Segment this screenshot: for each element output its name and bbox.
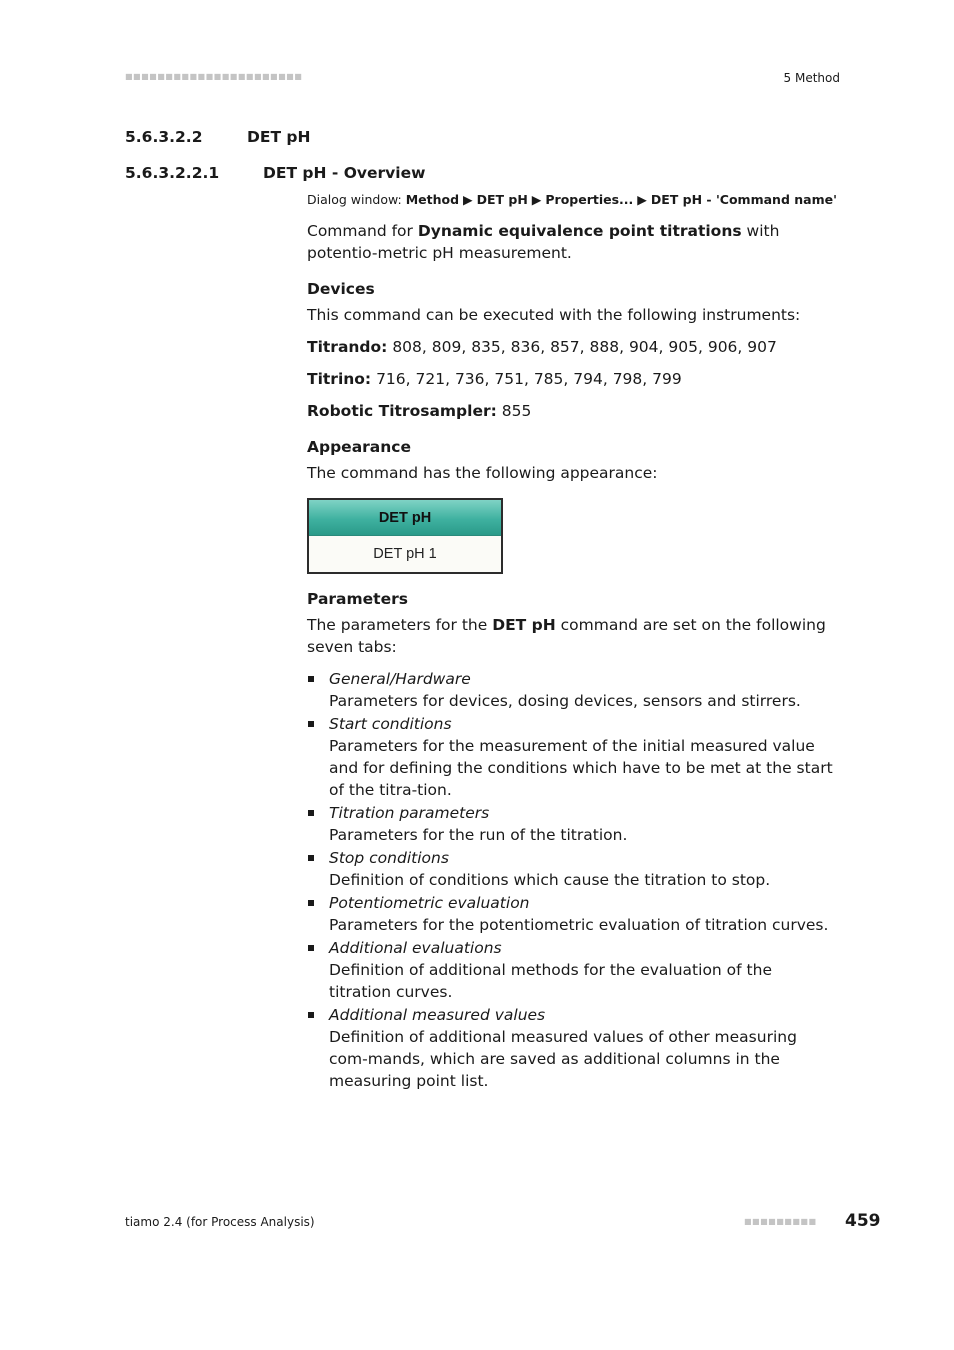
intro-paragraph: Command for Dynamic equivalence point titrations with potentio-metric pH measurement. — [307, 222, 780, 262]
footer-product: tiamo 2.4 (for Process Analysis) — [125, 1215, 315, 1229]
titrino-line: Titrino: 716, 721, 736, 751, 785, 794, 798, 799 — [307, 370, 682, 388]
list-item: Additional measured values Definition of additional measured values of other measuring com-mands, which are saved as additional columns in the measuring point list. — [307, 1004, 837, 1092]
command-box-title: DET pH — [309, 500, 501, 536]
subsection-number: 5.6.3.2.2.1 — [125, 164, 220, 182]
bullet-icon — [308, 810, 314, 816]
list-item: General/Hardware Parameters for devices, dosing devices, sensors and stirrers. — [307, 668, 837, 712]
header-decoration: ■■■■■■■■■■■■■■■■■■■■■■ — [125, 72, 303, 81]
titrando-line: Titrando: 808, 809, 835, 836, 857, 888, 904, 905, 906, 907 — [307, 338, 777, 356]
list-item: Titration parameters Parameters for the run of the titration. — [307, 802, 837, 846]
appearance-intro: The command has the following appearance: — [307, 464, 658, 482]
list-item: Potentiometric evaluation Parameters for the potentiometric evaluation of titration curves. — [307, 892, 837, 936]
devices-heading: Devices — [307, 280, 375, 298]
sampler-line: Robotic Titrosampler: 855 — [307, 402, 532, 420]
bullet-icon — [308, 721, 314, 727]
footer-decoration: ■■■■■■■■■ — [744, 1217, 817, 1226]
bullet-icon — [308, 855, 314, 861]
main-content — [307, 191, 837, 1093]
bullet-icon — [308, 945, 314, 951]
subsection-title: DET pH - Overview — [263, 164, 426, 182]
list-item: Additional evaluations Definition of additional methods for the evaluation of the titration curves. — [307, 937, 837, 1003]
bullet-icon — [308, 676, 314, 682]
list-item: Stop conditions Definition of conditions which cause the titration to stop. — [307, 847, 837, 891]
dialog-path: Dialog window: Method ▶ DET pH ▶ Properties... ▶ DET pH - 'Command name' — [307, 192, 837, 207]
command-box-name: DET pH 1 — [373, 546, 437, 562]
tabs-list — [307, 668, 837, 1092]
appearance-heading: Appearance — [307, 438, 411, 456]
parameters-intro: The parameters for the DET pH command are set on the following seven tabs: — [307, 616, 826, 656]
devices-intro: This command can be executed with the following instruments: — [307, 306, 801, 324]
section-number: 5.6.3.2.2 — [125, 128, 203, 146]
chapter-title: 5 Method — [783, 71, 840, 85]
page-number: 459 — [845, 1211, 881, 1231]
bullet-icon — [308, 900, 314, 906]
bullet-icon — [308, 1012, 314, 1018]
list-item: Start conditions Parameters for the measurement of the initial measured value and for defining the conditions which have to be met at the start of the titra-tion. — [307, 713, 837, 801]
section-title: DET pH — [247, 128, 311, 146]
parameters-heading: Parameters — [307, 590, 408, 608]
command-box — [307, 498, 503, 574]
